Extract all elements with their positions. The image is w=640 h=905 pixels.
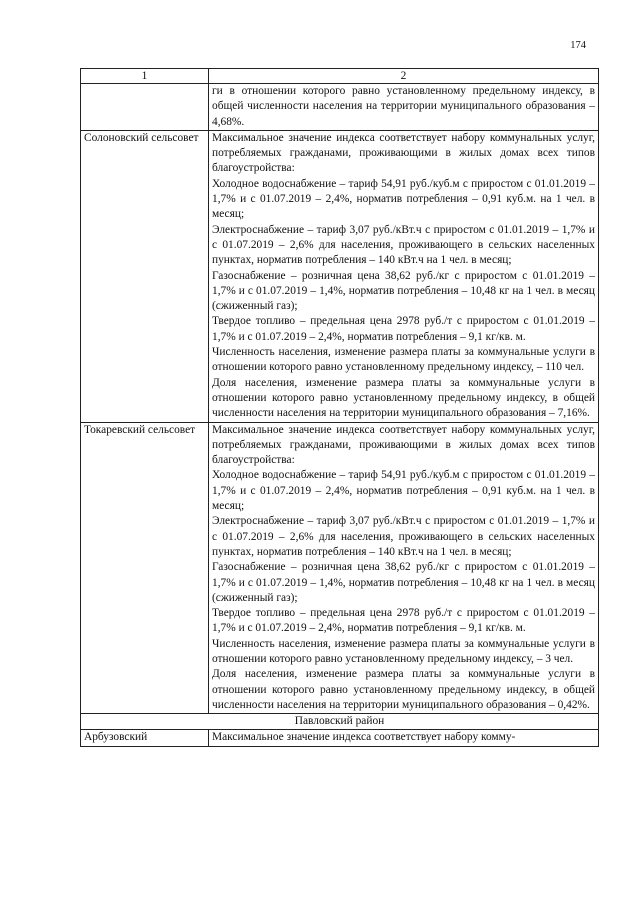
paragraph: Численность населения, изменение размера платы за коммунальные услуги в отношении которого равно установленному предельному индексу, – 110 чел. xyxy=(212,346,595,374)
paragraph: Доля населения, изменение размера платы за коммунальные услуги в отношении которого равно установленному предельному индексу, в общей численности населения на территории муниципального образования – 0,42%. xyxy=(212,668,595,711)
table-row-solonovsky xyxy=(81,130,599,422)
tariff-table xyxy=(80,68,599,747)
description-cell xyxy=(209,130,599,422)
paragraph: Газоснабжение – розничная цена 38,62 руб./кг с приростом с 01.01.2019 – 1,7% и с 01.07.2019 – 1,4%, норматив потребления – 10,48 кг на 1 чел. в месяц (сжиженный газ); xyxy=(212,561,595,604)
table-row-region xyxy=(81,714,599,730)
description-cell: Максимальное значение индекса соответствует набору комму- xyxy=(209,730,599,746)
paragraph: Холодное водоснабжение – тариф 54,91 руб./куб.м с приростом с 01.01.2019 – 1,7% и с 01.07.2019 – 2,4%, норматив потребления – 0,91 куб.м. на 1 чел. в месяц; xyxy=(212,469,595,513)
municipality-name: Токаревский сельсовет xyxy=(81,422,209,714)
paragraph: Электроснабжение – тариф 3,07 руб./кВт.ч с приростом с 01.01.2019 – 1,7% и с 01.07.2019 – 2,6% для населения, проживающего в сельских населенных пунктах, норматив потребления – 140 кВт.ч на 1 чел. в месяц; xyxy=(212,223,595,267)
paragraph: Электроснабжение – тариф 3,07 руб./кВт.ч с приростом с 01.01.2019 – 1,7% и с 01.07.2019 – 2,6% для населения, проживающего в сельских населенных пунктах, норматив потребления – 140 кВт.ч на 1 чел. в месяц; xyxy=(212,515,595,558)
paragraph: Твердое топливо – предельная цена 2978 руб./т с приростом с 01.01.2019 – 1,7% и с 01.07.2019 – 2,4%, норматив потребления – 9,1 кг/кв. м. xyxy=(212,607,595,635)
page-number: 174 xyxy=(570,40,586,51)
empty-cell xyxy=(81,84,209,131)
municipality-name: Арбузовский xyxy=(81,730,209,746)
paragraph: Газоснабжение – розничная цена 38,62 руб./кг с приростом с 01.01.2019 – 1,7% и с 01.07.2019 – 1,4%, норматив потребления – 10,48 кг на 1 чел. в месяц (сжиженный газ); xyxy=(212,269,595,313)
paragraph: Твердое топливо – предельная цена 2978 руб./т с приростом с 01.01.2019 – 1,7% и с 01.07.2019 – 2,4%, норматив потребления – 9,1 кг/кв. м. xyxy=(212,315,595,343)
table-row-arbuzovsky xyxy=(81,730,599,746)
column-header-2: 2 xyxy=(209,69,599,84)
paragraph: Максимальное значение индекса соответствует набору коммунальных услуг, потребляемых гражданами, проживающими в жилых домах всех типов благоустройства: xyxy=(212,131,595,175)
table-row-tokarevsky xyxy=(81,422,599,714)
municipality-name: Солоновский сельсовет xyxy=(81,130,209,422)
table-row-continuation xyxy=(81,84,599,131)
region-heading: Павловский район xyxy=(81,714,599,730)
paragraph: Холодное водоснабжение – тариф 54,91 руб./куб.м с приростом с 01.01.2019 – 1,7% и с 01.07.2019 – 2,4%, норматив потребления – 0,91 куб.м. на 1 чел. в месяц; xyxy=(212,177,595,221)
continuation-text: ги в отношении которого равно установленному предельному индексу, в общей численности населения на территории муниципального образования – 4,68%. xyxy=(209,84,599,131)
column-header-1: 1 xyxy=(81,69,209,84)
paragraph: Доля населения, изменение размера платы за коммунальные услуги в отношении которого равно установленному предельному индексу, в общей численности населения на территории муниципального образования – 7,16%. xyxy=(212,376,595,420)
description-cell xyxy=(209,422,599,714)
paragraph: Численность населения, изменение размера платы за коммунальные услуги в отношении которого равно установленному предельному индексу, – 3 чел. xyxy=(212,637,595,665)
paragraph: Максимальное значение индекса соответствует набору коммунальных услуг, потребляемых гражданами, проживающими в жилых домах всех типов благоустройства: xyxy=(212,423,595,467)
table-header-row xyxy=(81,69,599,84)
